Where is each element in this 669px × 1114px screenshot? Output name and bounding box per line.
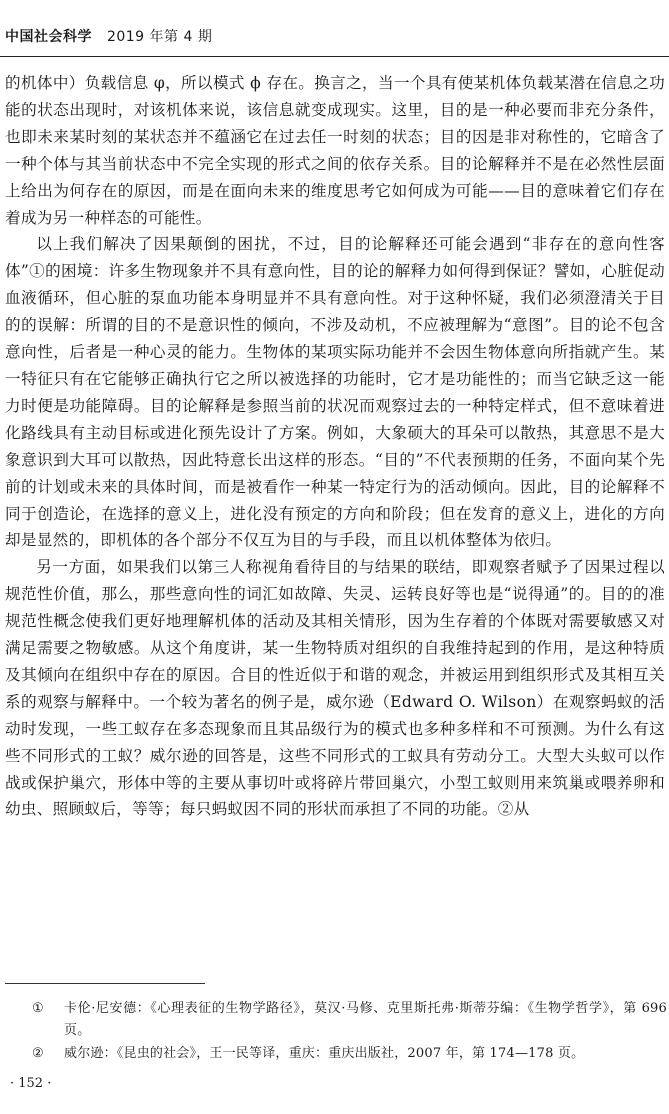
footnote-1	[32, 998, 667, 1042]
issue-label: 2019 年第 4 期	[106, 29, 213, 45]
paragraph-2: 以上我们解决了因果颠倒的困扰，不过，目的论解释还可能会遇到“非存在的意向性客体”①的困境：许多生物现象并不具有意向性，目的论的解释力如何得到保证？譬如，心脏促动血液循环，但心脏的泵血功能本身明显并不具有意向性。对于这种怀疑，我们必须澄清关于目的的误解：所谓的目的不是意识性的倾向，不涉及动机，不应被理解为“意图”。目的论不包含意向性，后者是一种心灵的能力。生物体的某项实际功能并不会因生物体意向所指就产生。某一特征只有在它能够正确执行它之所以被选择的功能时，它才是功能性的；而当它缺乏这一能力时便是功能障碍。目的论解释是参照当前的状况而观察过去的一种特定样式，但不意味着进化路线具有主动目标或进化预先设计了方案。例如，大象硕大的耳朵可以散热，其意思不是大象意识到大耳可以散热，因此特意长出这样的形态。“目的”不代表预期的任务，不面向某个先前的计划或未来的具体时间，而是被看作一种某一特定行为的活动倾向。因此，目的论解释不同于创造论，在选择的意义上，进化没有预定的方向和阶段；但在发育的意义上，进化的方向却是显然的，即机体的各个部分不仅互为目的与手段，而且以机体整体为依归。	[5, 235, 665, 550]
footnote-2	[32, 1043, 667, 1065]
journal-title: 中国社会科学	[5, 29, 92, 45]
footnote-2-mark: ②	[32, 1046, 44, 1061]
header-rule	[0, 56, 669, 57]
footnote-1-text: 卡伦·尼安德：《心理表征的生物学路径》，莫汉·马修、克里斯托弗·斯蒂芬编：《生物学哲学》，第 696 页。	[64, 1001, 667, 1038]
footnote-rule	[5, 983, 205, 984]
page-number: · 152 ·	[10, 1076, 52, 1091]
footnotes	[32, 998, 667, 1066]
paragraph-1: 的机体中）负载信息 φ，所以模式 ϕ 存在。换言之，当一个具有使某机体负载某潜在信息之功能的状态出现时，对该机体来说，该信息就变成现实。这里，目的是一种必要而非充分条件，也即未来某时刻的某状态并不蕴涵它在过去任一时刻的状态；目的因是非对称性的，它暗含了一种个体与其当前状态中不完全实现的形式之间的依存关系。目的论解释并不是在必然性层面上给出为何存在的原因，而是在面向未来的维度思考它如何成为可能——目的意味着它们存在着成为另一种样态的可能性。	[5, 74, 665, 227]
footnote-2-text: 威尔逊：《昆虫的社会》，王一民等译，重庆：重庆出版社，2007 年，第 174—178 页。	[64, 1046, 585, 1061]
footnote-1-mark: ①	[32, 1001, 44, 1016]
running-header	[5, 26, 212, 46]
paragraph-3: 另一方面，如果我们以第三人称视角看待目的与结果的联结，即观察者赋予了因果过程以规范性价值，那么，那些意向性的词汇如故障、失灵、运转良好等也是“说得通”的。目的的准规范性概念使我们更好地理解机体的活动及其相关情形，因为生存着的个体既对需要敏感又对满足需要之物敏感。从这个角度讲，某一生物特质对组织的自我维持起到的作用，是这种特质及其倾向在组织中存在的原因。合目的性近似于和谐的观念，并被运用到组织形式及其相互关系的观察与解释中。一个较为著名的例子是，威尔逊（Edward O. Wilson）在观察蚂蚁的活动时发现，一些工蚁存在多态现象而且其品级行为的模式也多种多样和不可预测。为什么有这些不同形式的工蚁？威尔逊的回答是，这些不同形式的工蚁具有劳动分工。大型大头蚁可以作战或保护巢穴，形体中等的主要从事切叶或将碎片带回巢穴，小型工蚁则用来筑巢或喂养卵和幼虫、照顾蚁后，等等；每只蚂蚁因不同的形状而承担了不同的功能。②从	[5, 558, 665, 819]
main-text	[5, 70, 665, 823]
